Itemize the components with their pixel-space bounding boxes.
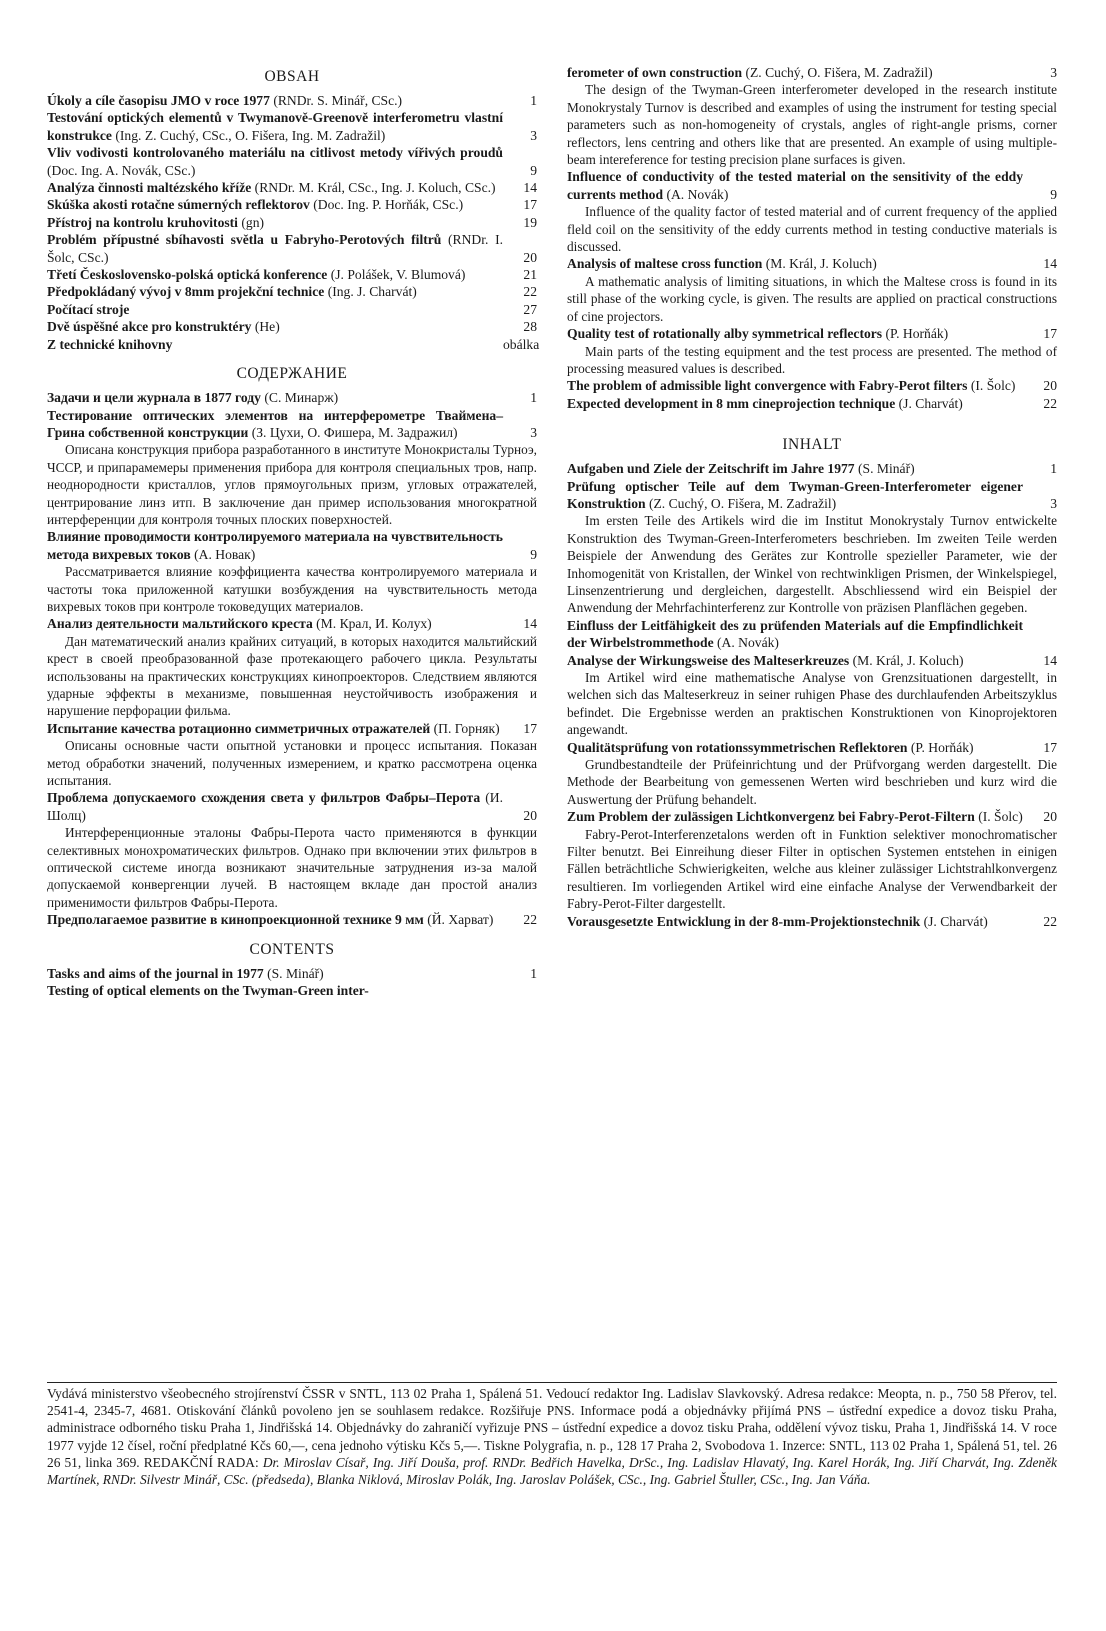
toc-entry: [47, 144, 537, 179]
toc-entry-text: [567, 64, 1023, 81]
article-authors: (M. Král, J. Koluch): [765, 256, 877, 272]
toc-list-contents: [47, 965, 537, 1000]
page-number: 9: [1050, 186, 1057, 202]
toc-entry-text: [47, 283, 503, 300]
toc-entry: [47, 179, 537, 196]
page-number: 3: [1050, 65, 1057, 80]
page-number: 17: [523, 720, 537, 736]
page-number: 27: [523, 301, 537, 317]
toc-entry: [47, 196, 537, 213]
editorial-board: [47, 1455, 1057, 1487]
toc-entry-text: [567, 168, 1023, 203]
page-number: 1: [530, 965, 537, 981]
article-title: Analyse der Wirkungsweise des Malteserkreuzes: [567, 652, 850, 668]
article-authors: (Ing. Z. Cuchý, CSc., O. Fišera, Ing. M. Zadražil): [115, 127, 386, 143]
page-number: 19: [523, 214, 537, 230]
toc-entry: [567, 808, 1057, 825]
article-title: Vliv vodivosti kontrolovaného materiálu na citlivost metody vířivých proudů: [47, 145, 503, 161]
toc-entry-text: [47, 982, 503, 999]
page-number: 22: [1043, 395, 1057, 411]
article-title: Problém přípustné sbíhavosti světla u Fabryho-Perotových filtrů: [47, 232, 442, 248]
toc-entry: [47, 789, 537, 824]
article-title: Анализ деятельности мальтийского креста: [47, 616, 313, 632]
article-authors: (P. Horňák): [885, 326, 949, 342]
article-authors: (P. Horňák): [910, 739, 974, 755]
toc-entry-text: [47, 179, 503, 196]
section-heading-soderzhanie: СОДЕРЖАНИЕ: [236, 365, 348, 383]
page-number: 22: [1043, 913, 1057, 929]
toc-entry: [567, 460, 1057, 477]
toc-entry-text: [567, 325, 1023, 342]
article-authors: (A. Novák): [666, 186, 729, 202]
article-abstract: Интерференционные эталоны Фабры-Перота часто применяются в функции селективных монохроматических фильтров. Однако при включении этих фильтров в оптической системе иногда возникают значительные затруднения из-за малой допускаемой конвергенции лучей. В настоящем вкладе дан простой анализ применимости фильтров Фабры-Перота.: [47, 825, 537, 910]
toc-entry: [47, 982, 537, 999]
toc-entry-text: [47, 318, 503, 335]
left-column: [47, 64, 540, 1000]
article-title: Quality test of rotationally alby symmetrical reflectors: [567, 326, 883, 342]
toc-entry-text: [47, 911, 503, 928]
toc-entry: [47, 911, 537, 928]
article-title: Testování optických elementů v Twymanově-Greenově interferometru vlastní konstrukce: [47, 110, 503, 143]
toc-entry-text: [567, 460, 1023, 477]
page-number: 20: [523, 249, 537, 265]
toc-entry-text: [47, 231, 503, 266]
article-title: Влияние проводимости контролируемого материала на чувствительность метода вихревых токов: [47, 529, 503, 562]
article-authors: (J. Polášek, V. Blumová): [330, 267, 466, 283]
toc-entry: [47, 301, 537, 318]
article-title: Testing of optical elements on the Twyman-Green inter-: [47, 983, 369, 999]
article-title: Z technické knihovny: [47, 336, 173, 352]
right-column: [567, 64, 1057, 930]
toc-entry: [47, 283, 537, 300]
article-title: Предполагаемое развитие в кинопроекционной технике 9 мм: [47, 912, 424, 928]
toc-entry-text: [47, 720, 503, 737]
toc-list-soderzhanie: [47, 389, 537, 929]
toc-entry: [567, 168, 1057, 203]
page-number: 17: [1043, 739, 1057, 755]
toc-entry-text: [567, 395, 1023, 412]
page-number: 3: [530, 127, 537, 143]
toc-entry: [567, 739, 1057, 756]
toc-entry-text: [47, 196, 503, 213]
editorial-board-names: Dr. Miroslav Císař, Ing. Jiří Douša, prof. RNDr. Bedřich Havelka, DrSc., Ing. Ladislav Hlavatý, Ing. Karel Horák, Ing. Jiří Charvát, Ing. Zdeněk Martínek, RNDr. Silvestr Minář, CSc. (předseda), Blanka Niklová, Miroslav Polák, Ing. Jaroslav Polášek, CSc., Ing. Gabriel Štuller, CSc., Ing. Jan Váňa.: [47, 1454, 1057, 1488]
page-number: 1: [530, 93, 537, 108]
article-title: Úkoly a cíle časopisu JMO v roce 1977: [47, 93, 270, 108]
article-abstract: The design of the Twyman-Green interferometer developed in the research institute Monokrystaly Turnov is described and examples of using the instrument for testing special parameters such as non-homogeneity of crystals, angles of right-angle prisms, corner reflectors, lens centring and others like that are presented. An example of using multiple-beam intereference for testing precision plane surfaces is given.: [567, 82, 1057, 168]
article-authors: (М. Крал, И. Колух): [316, 616, 432, 632]
page-number: 1: [530, 390, 537, 406]
toc-entry: [47, 389, 537, 406]
page-number: 14: [523, 180, 537, 196]
article-authors: (S. Minář): [858, 461, 915, 477]
toc-entry-text: [47, 266, 503, 283]
article-authors: (M. Král, J. Koluch): [852, 652, 964, 668]
page-number: 14: [523, 616, 537, 632]
article-title: Qualitätsprüfung von rotationssymmetrischen Reflektoren: [567, 739, 908, 755]
page-number: 17: [523, 197, 537, 213]
toc-entry: [567, 255, 1057, 272]
article-authors: (П. Горняк): [433, 720, 500, 736]
article-authors: (Ing. J. Charvát): [327, 284, 417, 300]
toc-entry: [47, 336, 540, 353]
article-title: Dvě úspěšné akce pro konstruktéry: [47, 319, 252, 335]
article-authors: (RNDr. S. Minář, CSc.): [273, 93, 403, 108]
article-abstract: Описаны основные части опытной установки и процесс испытания. Показан метод обработки значений, полученных измерением, и кратко рассмотрена оценка испытания.: [47, 738, 537, 789]
toc-entry-text: [567, 808, 1023, 825]
toc-entry: [567, 395, 1057, 412]
page-number: 3: [1050, 495, 1057, 511]
publisher-info: Vydává ministerstvo všeobecného strojírenství ČSSR v SNTL, 113 02 Praha 1, Spálená 51. Vedoucí redaktor Ing. Ladislav Slavkovský. Adresa redakce: Meopta, n. p., 750 58 Přerov, tel. 2541-4, 2345-7, 4681. Otiskování článků povoleno jen se souhlasem redakce. Rozšiřuje PNS. Informace podá a objednávky přijímá PNS – ústřední expedice a dovoz tisku Praha, administrace odborného tisku Praha 1, Jindřišská 14. Objednávky do zahraničí vyřizuje PNS – ústřední expedice a dovoz tisku Praha, oddělení vývoz tisku, Praha 1, Jindřišská 14. V roce 1977 vyjde 12 čísel, roční předplatné Kčs 60,—, cena jednoho výtisku Kčs 5,—. Tiskne Polygrafia, n. p., 128 17 Praha 2, Svobodova 1. Inzerce: SNTL, 113 02 Praha 1, Spálená 51, tel. 26 26 51, linka 369.: [47, 1386, 1057, 1470]
toc-entry-text: [47, 301, 503, 318]
toc-entry-text: [47, 92, 503, 109]
toc-entry-text: [567, 255, 1023, 272]
toc-entry: [567, 64, 1057, 81]
article-title: Přístroj na kontrolu kruhovitosti: [47, 214, 238, 230]
article-title: Zum Problem der zulässigen Lichtkonvergenz bei Fabry-Perot-Filtern: [567, 809, 975, 825]
page-number: 9: [530, 162, 537, 178]
article-title: ferometer of own construction: [567, 65, 743, 80]
toc-entry: [47, 615, 537, 632]
toc-entry: [567, 478, 1057, 513]
page-number: 1: [1050, 461, 1057, 477]
toc-list-contents-continued: [567, 64, 1057, 412]
article-abstract: Im Artikel wird eine mathematische Analyse von Grenzsituationen dargestellt, in welchen sich das Malteserkreuz in seiner ruhigen Phase des durchlaufenden Arbeitszyklus befindet. Die Ergebnisse werden an praktischen Konstruktionen von Kinoprojektoren angewandt.: [567, 670, 1057, 738]
article-title: Tasks and aims of the journal in 1977: [47, 965, 264, 981]
article-abstract: Описана конструкция прибора разработанного в институте Монокристалы Турноэ, ЧССР, и припарамемеры применения прибора для контроля специальных тров, напр. неоднородности кристаллов, углов прямоугольных призм, угловых отражателей, центрирование линз итп. В заключение дан пример использования многократной интерференции для контроля точных плоских поверхностей.: [47, 442, 537, 527]
article-title: Analýza činnosti maltézského kříže: [47, 180, 252, 196]
article-authors: (RNDr. M. Král, CSc., Ing. J. Koluch, CSc.): [254, 180, 496, 196]
article-title: Einfluss der Leitfähigkeit des zu prüfenden Materials auf die Empfindlichkeit der Wirbelstrommethode: [567, 617, 1023, 651]
article-authors: (И. Шолц): [47, 790, 503, 823]
toc-entry: [47, 231, 537, 266]
page-number: 3: [530, 424, 537, 440]
article-title: Influence of conductivity of the tested material on the sensitivity of the eddy currents method: [567, 169, 1023, 202]
article-title: Analysis of maltese cross function: [567, 256, 763, 272]
toc-entry-text: [567, 652, 1023, 669]
toc-entry: [47, 407, 537, 442]
toc-entry: [567, 617, 1057, 652]
article-authors: (I. Šolc): [970, 378, 1016, 394]
article-authors: (gn): [241, 214, 265, 230]
article-authors: (Doc. Ing. P. Horňák, CSc.): [313, 197, 464, 213]
toc-entry: [47, 214, 537, 231]
toc-entry: [567, 652, 1057, 669]
toc-entry: [567, 377, 1057, 394]
article-abstract: A mathematic analysis of limiting situations, in which the Maltese cross is found in its still phase of the working cycle, is given. The results are applied on practical constructions of cine projectors.: [567, 273, 1057, 324]
article-authors: (J. Charvát): [923, 913, 988, 929]
toc-entry-text: [47, 336, 503, 353]
article-abstract: Influence of the quality factor of tested material and of current frequency of the applied fleld coil on the sensitivity of the eddy currents method in testing conductive materials is discussed.: [567, 204, 1057, 255]
article-authors: (J. Charvát): [898, 395, 963, 411]
toc-list-obsah: [47, 92, 540, 353]
article-abstract: Main parts of the testing equipment and the test process are presented. The method of processing measured values is described.: [567, 343, 1057, 376]
article-title: Skúška akosti rotačne súmerných reflektorov: [47, 197, 310, 213]
article-abstract: Im ersten Teile des Artikels wird die im Institut Monokrystaly Turnov entwickelte Konstruktion des Twyman-Green-Interferometers beschrieben. Im zweiten Teile werden Beispiele der Anwendung des Gerätes zur Kontrolle spezieller Parameter, wie der Inhomogenität von Kristallen, der Winkel von rechtwinkligen Prismen, der Winkelspiegel, Linsenzentrierung und dergleichen, dargestellt. Abschliessend wird ein Beispiel der Anwendung der Mehrfachinterferenz zur Kontrolle von präzisen Planflächen gegeben.: [567, 513, 1057, 616]
page-number: 14: [1043, 256, 1057, 272]
article-title: Třetí Československo-polská optická konference: [47, 267, 328, 283]
toc-entry: [47, 965, 537, 982]
toc-entry-text: [567, 617, 1023, 652]
section-heading-inhalt: INHALT: [782, 436, 842, 454]
toc-entry: [47, 109, 537, 144]
page-number: 20: [1043, 809, 1057, 825]
page-number: 17: [1043, 326, 1057, 342]
article-title: Aufgaben und Ziele der Zeitschrift im Jahre 1977: [567, 461, 855, 477]
article-title: Vorausgesetzte Entwicklung in der 8-mm-Projektionstechnik: [567, 913, 921, 929]
article-title: The problem of admissible light convergence with Fabry-Perot filters: [567, 378, 968, 394]
article-authors: (RNDr. I. Šolc, CSc.): [47, 232, 503, 265]
editorial-board-label: REDAKČNÍ RADA:: [143, 1454, 259, 1470]
toc-entry: [567, 325, 1057, 342]
article-title: Испытание качества ротационно симметричных отражателей: [47, 720, 431, 736]
toc-entry-text: [567, 478, 1023, 513]
toc-entry-text: [47, 407, 503, 442]
page-number: 21: [523, 267, 537, 283]
toc-entry-text: [567, 377, 1023, 394]
imprint-footer: [47, 1385, 1057, 1488]
toc-entry-text: [47, 389, 503, 406]
article-abstract: Рассматривается влияние коэффициента качества контролируемого материала и частоты тока приложенной катушки возбуждения на чувствительность метода вихревых токов при контроле токоведущих материалов.: [47, 564, 537, 614]
toc-entry-text: [567, 739, 1023, 756]
page-number: 20: [1043, 378, 1057, 394]
article-authors: (Doc. Ing. A. Novák, CSc.): [47, 162, 196, 178]
toc-entry: [47, 318, 537, 335]
toc-entry-text: [47, 965, 503, 982]
page-number: 9: [530, 546, 537, 562]
toc-entry-text: [47, 528, 503, 563]
section-heading-contents: CONTENTS: [249, 940, 335, 958]
article-authors: (С. Минарж): [264, 390, 339, 406]
page-number: 14: [1043, 652, 1057, 668]
article-authors: (A. Novák): [717, 635, 779, 651]
article-authors: (Й. Харват): [427, 912, 494, 928]
article-title: Expected development in 8 mm cineprojection technique: [567, 395, 896, 411]
page-number: 28: [523, 319, 537, 335]
article-authors: (А. Новак): [194, 546, 256, 562]
page-number: 20: [523, 807, 537, 823]
toc-entry-text: [47, 109, 503, 144]
article-abstract: Grundbestandteile der Prüfeinrichtung und der Prüfvorgang werden dargestellt. Die Methode der Bearbeitung von gemessenen Werten wird beschrieben und kurz wird die Auswertung der Prüfung behandelt.: [567, 757, 1057, 807]
toc-entry: [47, 720, 537, 737]
article-title: Předpokládaný vývoj v 8mm projekční technice: [47, 284, 325, 300]
article-abstract: Дан математический анализ крайних ситуаций, в которых находится мальтийский крест в своей преобразованной фазе протекающего рабочего цикла. Результаты использованы на практических конструкциях кинопроекторов. Следствием являются ударные эффекты в механизме, повышенная неустойчивость изображения и нарушение перфорации фильма.: [47, 633, 537, 719]
article-authors: (Z. Cuchý, O. Fišera, M. Zadražil): [745, 65, 933, 80]
article-title: Počítací stroje: [47, 301, 130, 317]
toc-entry: [47, 266, 537, 283]
article-authors: (I. Šolc): [978, 809, 1023, 825]
page-number: obálka: [503, 336, 540, 352]
toc-entry: [567, 913, 1057, 930]
article-authors: (З. Цухи, О. Фишера, М. Задражил): [251, 424, 458, 440]
article-authors: (He): [254, 319, 280, 335]
article-authors: (Z. Cuchý, O. Fišera, M. Zadražil): [648, 495, 837, 511]
article-authors: (S. Minář): [267, 965, 324, 981]
toc-entry: [47, 528, 537, 563]
article-title: Prüfung optischer Teile auf dem Twyman-Green-Interferometer eigener Konstruktion: [567, 478, 1023, 511]
toc-entry-text: [47, 144, 503, 179]
toc-list-inhalt: [567, 460, 1057, 930]
article-abstract: Fabry-Perot-Interferenzetalons werden oft in Funktion selektiver monochromatischer Filter benutzt. Bei Einreihung dieser Filter in optischen Systemen entstehen in einigen Fällen beträchtliche Schwierigkeiten, welche aus kleiner zulässiger Lichtstrahlkonvergenz resultieren. Im vorliegenden Artikel wird eine einfache Analyse der Verwendbarkeit der Fabry-Perot-Filter dargestellt.: [567, 826, 1057, 912]
footer-divider: [47, 1382, 1057, 1383]
article-title: Задачи и цели журнала в 1877 году: [47, 390, 261, 406]
toc-entry-text: [47, 214, 503, 231]
article-title: Тестирование оптических элементов на интерферометре Тваймена–Грина собственной конструкции: [47, 407, 503, 440]
section-heading-obsah: OBSAH: [264, 68, 320, 85]
page-number: 22: [523, 284, 537, 300]
toc-entry-text: [47, 789, 503, 824]
page-number: 22: [523, 912, 537, 928]
toc-entry-text: [567, 913, 1023, 930]
article-title: Проблема допускаемого схождения света у фильтров Фабры–Перота: [47, 790, 481, 806]
toc-entry-text: [47, 615, 503, 632]
toc-entry: [47, 92, 537, 109]
